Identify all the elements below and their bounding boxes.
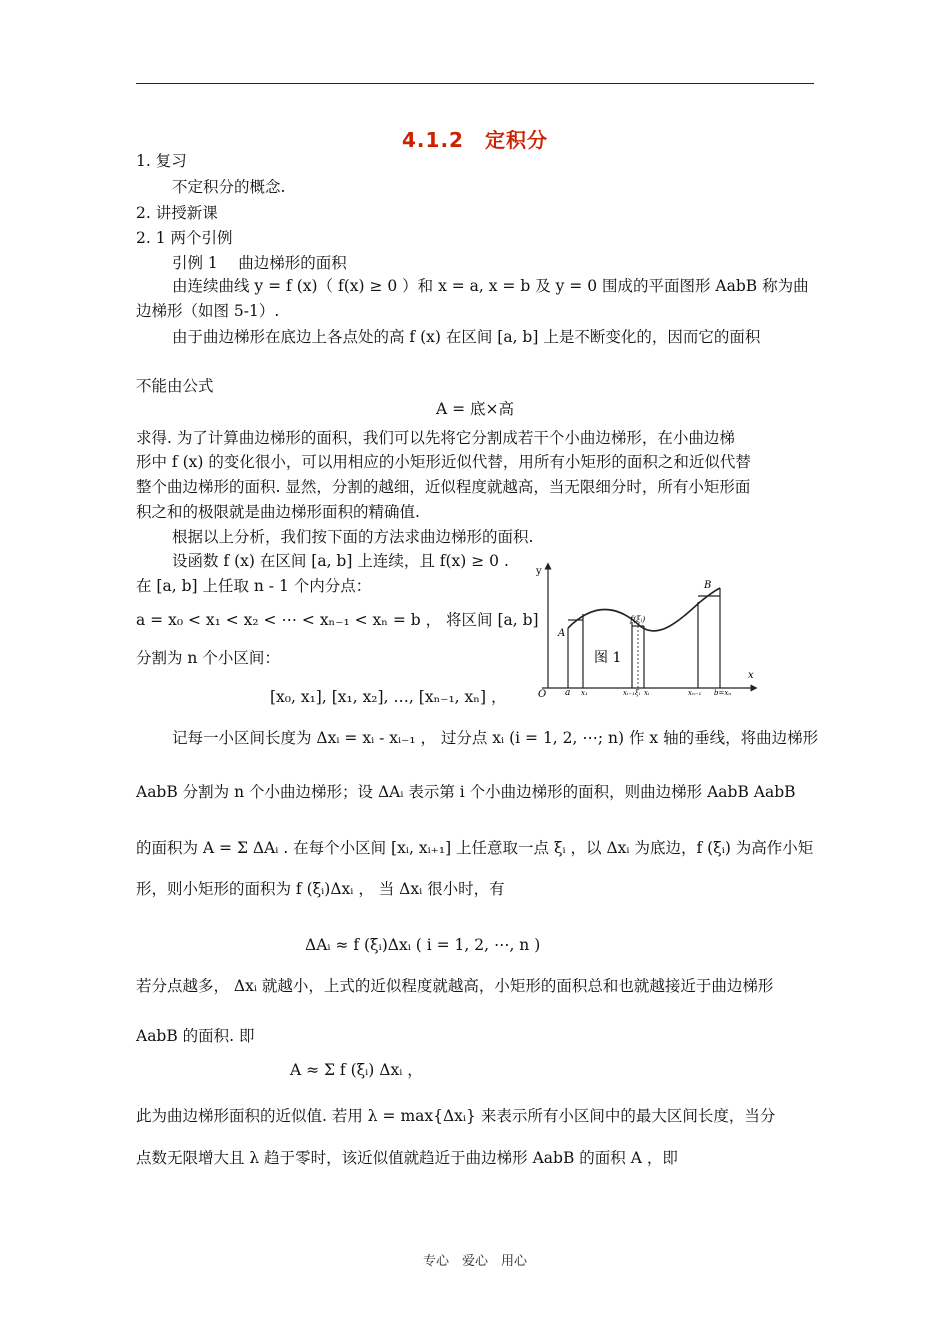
text-line: 此为曲边梯形面积的近似值. 若用 λ = max{Δxᵢ} 来表示所有小区间中的最大区间长度，当分	[136, 1107, 776, 1125]
tick-b: b=xₙ	[714, 689, 732, 697]
text-line: 形，则小矩形的面积为 f (ξᵢ)Δxᵢ ， 当 Δxᵢ 很小时，有	[136, 880, 505, 898]
label-A: A	[558, 628, 566, 639]
text-line: 积之和的极限就是曲边梯形面积的精确值.	[136, 503, 420, 521]
text-line: 根据以上分析，我们按下面的方法求曲边梯形的面积.	[172, 528, 534, 546]
text-line: 由连续曲线 y = f (x)（ f(x) ≥ 0 ）和 x = a, x = b 及 y = 0 围成的平面图形 AabB 称为曲	[172, 277, 809, 295]
text-line: 分割为 n 个小区间：	[136, 649, 280, 667]
text-line: 若分点越多， Δxᵢ 就越小，上式的近似程度就越高，小矩形的面积总和也就越接近于曲边梯形	[136, 977, 774, 995]
label-x: x	[748, 670, 754, 681]
section-new-lesson: 2. 讲授新课	[136, 204, 218, 222]
text-line: 不定积分的概念.	[172, 178, 286, 196]
subsection-examples: 2. 1 两个引例	[136, 229, 233, 247]
formula-area: A = 底×高	[435, 400, 515, 418]
page-title: 4.1.2 定积分	[402, 128, 548, 152]
text-line: 在 [a, b] 上任取 n - 1 个内分点：	[136, 577, 372, 595]
label-B: B	[704, 580, 712, 591]
text-line: 记每一小区间长度为 Δxᵢ = xᵢ - xᵢ₋₁ ， 过分点 xᵢ (i = 1, 2, ⋯; n) 作 x 轴的垂线，将曲边梯形	[172, 729, 819, 747]
approx-formula: ΔAᵢ ≈ f (ξᵢ)Δxᵢ ( i = 1, 2, ⋯, n )	[305, 936, 541, 954]
section-review: 1. 复习	[136, 152, 187, 170]
label-y: y	[536, 566, 542, 577]
text-line: 的面积为 A = Σ ΔAᵢ . 在每个小区间 [xᵢ, xᵢ₊₁] 上任意取一点 ξᵢ ，以 Δxᵢ 为底边，f (ξᵢ) 为高作小矩	[136, 839, 814, 857]
text-line: a = x₀ < x₁ < x₂ < ⋯ < xₙ₋₁ < xₙ = b ， 将区间 [a, b]	[136, 611, 539, 629]
figure-curved-trapezoid	[528, 560, 768, 700]
tick-xi2: xᵢ	[644, 689, 650, 697]
text-line: 由于曲边梯形在底边上各点处的高 f (x) 在区间 [a, b] 上是不断变化的，因而它的面积	[172, 328, 761, 346]
label-f-xi: f(ξᵢ)	[630, 615, 646, 624]
tick-x1: x₁	[581, 689, 588, 697]
header-rule	[136, 83, 814, 84]
tick-xn1: xₙ₋₁	[688, 689, 702, 697]
sum-formula: A ≈ Σ f (ξᵢ) Δxᵢ ，	[290, 1061, 423, 1079]
text-line: 整个曲边梯形的面积. 显然，分割的越细，近似程度就越高，当无限细分时，所有小矩形面	[136, 478, 751, 496]
text-line: AabB 的面积. 即	[136, 1027, 255, 1045]
text-line: 不能由公式	[136, 377, 214, 395]
text-line: 点数无限增大且 λ 趋于零时，该近似值就趋近于曲边梯形 AabB 的面积 A ，即	[136, 1149, 678, 1167]
intervals-formula: [x₀, x₁], [x₁, x₂], …, [xₙ₋₁, xₙ] ，	[270, 688, 507, 706]
text-line: 形中 f (x) 的变化很小，可以用相应的小矩形近似代替，用所有小矩形的面积之和近似代替	[136, 453, 751, 471]
label-origin: O	[538, 689, 547, 700]
text-line: AabB 分割为 n 个小曲边梯形；设 ΔAᵢ 表示第 i 个小曲边梯形的面积，则曲边梯形 AabB AabB	[136, 783, 796, 801]
text-line: 设函数 f (x) 在区间 [a, b] 上连续，且 f(x) ≥ 0 .	[172, 552, 509, 570]
text-line: 边梯形（如图 5-1）.	[136, 302, 280, 320]
example-heading: 引例 1 曲边梯形的面积	[172, 254, 347, 272]
tick-xi: ξᵢ	[635, 689, 641, 697]
tick-a: a	[565, 688, 571, 698]
text-line: 求得. 为了计算曲边梯形的面积，我们可以先将它分割成若干个小曲边梯形，在小曲边梯	[136, 429, 735, 447]
curve	[568, 588, 720, 631]
figure-caption: 图 1	[594, 650, 622, 666]
page-footer: 专心 爱心 用心	[422, 1254, 527, 1269]
tick-xi1: xᵢ₋₁	[623, 689, 635, 697]
